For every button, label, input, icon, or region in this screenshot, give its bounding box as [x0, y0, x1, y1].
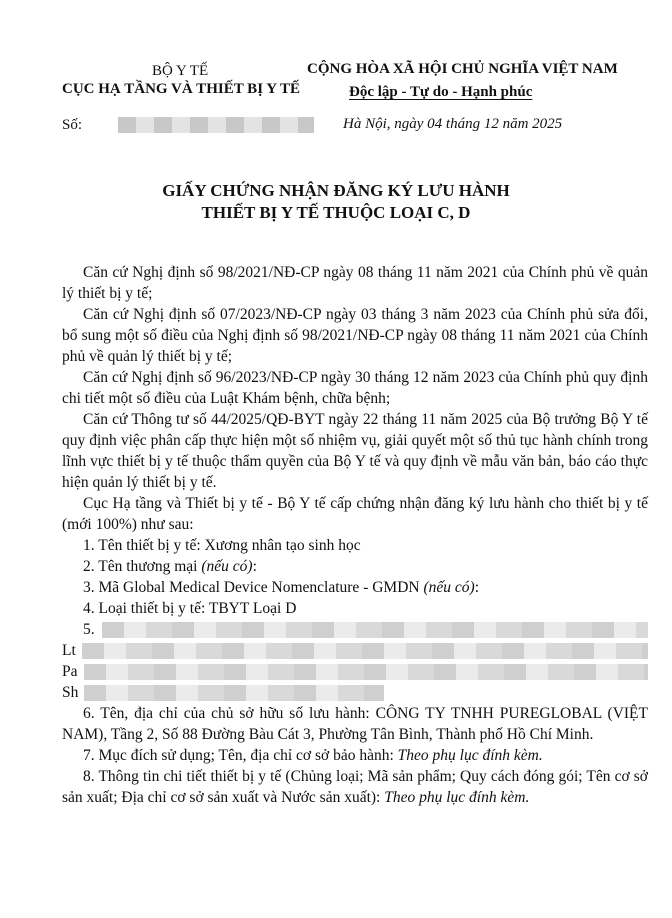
document-number-redacted: [118, 117, 314, 133]
item-trade-name: [62, 556, 648, 577]
item-device-class: 4. Loại thiết bị y tế: TBYT Loại D: [83, 600, 297, 617]
ministry-name: BỘ Y TẾ: [152, 63, 209, 79]
legal-basis-2: Căn cứ Nghị định số 07/2023/NĐ-CP ngày 03 tháng 3 năm 2023 của Chính phủ sửa đổi, bổ sung một số điều của Nghị định số 98/2021/NĐ-CP ngày 08 tháng 11 năm 2021 của Chính phủ về quản lý thiết bị y tế;: [62, 306, 648, 365]
document-title-line2: THIẾT BỊ Y TẾ THUỘC LOẠI C, D: [201, 203, 471, 222]
item5-line2-prefix: Lt: [62, 642, 76, 659]
item-purpose-label: 7. Mục đích sử dụng; Tên, địa chỉ cơ sở bảo hành:: [83, 747, 398, 764]
item5-line4-prefix: Sh: [62, 684, 79, 701]
item-device-details: [62, 766, 648, 808]
item-purpose-value: Theo phụ lục đính kèm.: [397, 747, 543, 764]
item-purpose-warranty: [62, 745, 648, 766]
item-trade-name-label: 2. Tên thương mại: [83, 558, 202, 575]
item5-line3-prefix: Pa: [62, 663, 78, 680]
item-gmdn-code: [62, 577, 648, 598]
legal-basis-3: Căn cứ Nghị định số 96/2023/NĐ-CP ngày 30 tháng 12 năm 2023 của Chính phủ quy định chi tiết một số điều của Luật Khám bệnh, chữa bệnh;: [62, 369, 648, 407]
item-details-value: Theo phụ lục đính kèm.: [384, 789, 530, 806]
legal-basis-4: Căn cứ Thông tư số 44/2025/QĐ-BYT ngày 22 tháng 11 năm 2025 của Bộ trưởng Bộ Y tế quy định việc phân cấp thực hiện một số nhiệm vụ, giải quyết một số thủ tục hành chính trong lĩnh vực thiết bị y tế thuộc thẩm quyền của Bộ Y tế và quy định về mẫu văn bản, báo cáo thực hiện quản lý thiết bị y tế.: [62, 411, 648, 491]
item-gmdn-label: 3. Mã Global Medical Device Nomenclature - GMDN: [83, 579, 424, 596]
department-name: CỤC HẠ TẦNG VÀ THIẾT BỊ Y TẾ: [62, 81, 300, 97]
item-owner-info: 6. Tên, địa chỉ của chủ sở hữu số lưu hành: CÔNG TY TNHH PUREGLOBAL (VIỆT NAM), Tầng 2, Số 88 Đường Bàu Cát 3, Phường Tân Bình, Thành phố Hồ Chí Minh.: [62, 705, 648, 743]
item5-redaction-line2: [82, 643, 648, 659]
item5-redaction-line1: [102, 622, 648, 638]
item-trade-name-note: (nếu có): [201, 558, 253, 575]
national-motto: Độc lập - Tự do - Hạnh phúc: [349, 84, 533, 100]
item-device-name: 1. Tên thiết bị y tế: Xương nhân tạo sinh học: [83, 537, 361, 554]
intro-paragraph: Cục Hạ tầng và Thiết bị y tế - Bộ Y tế cấp chứng nhận đăng ký lưu hành cho thiết bị y tế (mới 100%) như sau:: [62, 495, 648, 533]
item-trade-name-colon: :: [252, 558, 257, 575]
item5-prefix: 5.: [83, 621, 95, 638]
document-title-line1: GIẤY CHỨNG NHẬN ĐĂNG KÝ LƯU HÀNH: [162, 181, 510, 200]
document-number-label: Số:: [62, 117, 83, 133]
item5-redaction-line4: [84, 685, 384, 701]
item5-redaction-line3: [84, 664, 648, 680]
item-details-label: 8. Thông tin chi tiết thiết bị y tế (Chủng loại; Mã sản phẩm; Quy cách đóng gói; Tên cơ sở sản xuất; Địa chỉ cơ sở sản xuất và Nước sản xuất):: [62, 768, 648, 806]
legal-basis-1: Căn cứ Nghị định số 98/2021/NĐ-CP ngày 08 tháng 11 năm 2021 của Chính phủ về quản lý thiết bị y tế;: [62, 264, 648, 302]
document-body: [62, 262, 648, 808]
issue-date: Hà Nội, ngày 04 tháng 12 năm 2025: [343, 116, 563, 132]
item-gmdn-note: (nếu có): [423, 579, 475, 596]
item5-redacted-block: [62, 619, 648, 703]
country-name: CỘNG HÒA XÃ HỘI CHỦ NGHĨA VIỆT NAM: [307, 61, 618, 77]
item-gmdn-colon: :: [474, 579, 479, 596]
